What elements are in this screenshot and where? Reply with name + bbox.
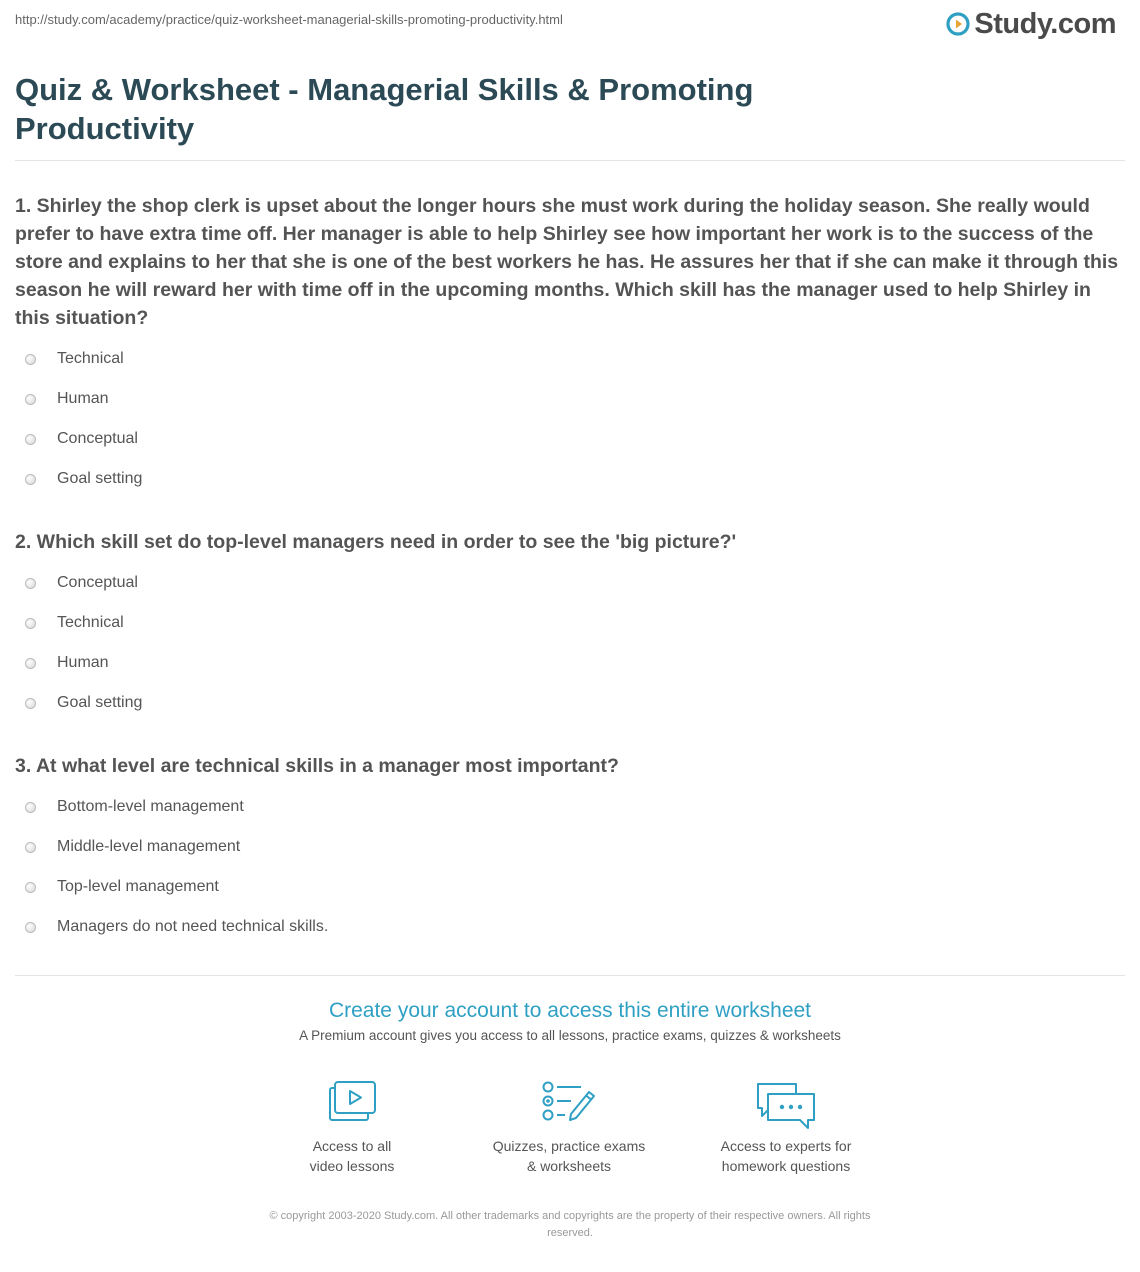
answer-option[interactable] xyxy=(15,459,1125,499)
answer-option[interactable] xyxy=(15,787,1125,827)
answer-option[interactable] xyxy=(15,419,1125,459)
radio-button[interactable] xyxy=(25,802,36,813)
answer-option[interactable] xyxy=(15,867,1125,907)
answer-options xyxy=(15,563,1125,723)
question-2 xyxy=(15,528,1125,723)
answer-label: Technical xyxy=(57,614,124,631)
signup-cta xyxy=(0,996,1140,1046)
copyright-line: reserved. xyxy=(547,1227,593,1239)
answer-label: Goal setting xyxy=(57,694,143,711)
cta-title-link[interactable]: Create your account to access this entire worksheet xyxy=(328,999,812,1022)
radio-button[interactable] xyxy=(25,354,36,365)
radio-button[interactable] xyxy=(25,922,36,933)
copyright-footer xyxy=(200,1208,940,1242)
question-text: 2. Which skill set do top-level managers need in order to see the 'big picture?' xyxy=(15,531,737,553)
radio-button[interactable] xyxy=(25,842,36,853)
answer-label: Conceptual xyxy=(57,574,138,591)
feature-label-line: Access to experts for xyxy=(720,1138,852,1154)
answer-label: Technical xyxy=(57,350,124,367)
answer-label: Human xyxy=(57,390,109,407)
answer-option[interactable] xyxy=(15,683,1125,723)
top-bar xyxy=(0,0,1140,60)
cta-subtitle: A Premium account gives you access to all lessons, practice exams, quizzes & worksheets xyxy=(299,1028,841,1043)
feature-quizzes xyxy=(469,1080,669,1176)
radio-button[interactable] xyxy=(25,658,36,669)
logo-text: Study.com xyxy=(974,7,1116,40)
answer-label: Conceptual xyxy=(57,430,138,447)
copyright-line: © copyright 2003-2020 Study.com. All other trademarks and copyrights are the property of their respective owners. All rights xyxy=(269,1210,871,1222)
radio-button[interactable] xyxy=(25,578,36,589)
answer-label: Human xyxy=(57,654,109,671)
video-lessons-icon xyxy=(326,1080,378,1124)
play-icon xyxy=(946,12,970,36)
question-1 xyxy=(15,192,1125,499)
answer-label: Managers do not need technical skills. xyxy=(57,918,329,935)
question-3 xyxy=(15,752,1125,947)
radio-button[interactable] xyxy=(25,474,36,485)
page-title: Quiz & Worksheet - Managerial Skills & Promoting Productivity xyxy=(15,72,754,146)
answer-option[interactable] xyxy=(15,827,1125,867)
radio-button[interactable] xyxy=(25,618,36,629)
page-url: http://study.com/academy/practice/quiz-worksheet-managerial-skills-promoting-productivity.html xyxy=(15,12,563,27)
divider xyxy=(15,160,1125,161)
answer-label: Goal setting xyxy=(57,470,143,487)
answer-option[interactable] xyxy=(15,603,1125,643)
answer-option[interactable] xyxy=(15,907,1125,947)
question-text: 3. At what level are technical skills in a manager most important? xyxy=(15,755,619,777)
feature-label-line: Quizzes, practice exams xyxy=(492,1138,646,1154)
answer-label: Bottom-level management xyxy=(57,798,244,815)
radio-button[interactable] xyxy=(25,434,36,445)
answer-label: Top-level management xyxy=(57,878,219,895)
answer-option[interactable] xyxy=(15,339,1125,379)
answer-options xyxy=(15,787,1125,947)
feature-label-line: video lessons xyxy=(309,1158,395,1174)
answer-label: Middle-level management xyxy=(57,838,241,855)
chat-bubbles-icon xyxy=(754,1080,818,1130)
divider xyxy=(15,975,1125,976)
answer-options xyxy=(15,339,1125,499)
study-logo[interactable] xyxy=(946,6,1116,42)
answer-option[interactable] xyxy=(15,643,1125,683)
quiz-checklist-icon xyxy=(541,1080,597,1124)
radio-button[interactable] xyxy=(25,882,36,893)
radio-button[interactable] xyxy=(25,394,36,405)
feature-label-line: & worksheets xyxy=(526,1158,612,1174)
radio-button[interactable] xyxy=(25,698,36,709)
feature-label-line: homework questions xyxy=(721,1158,851,1174)
feature-experts xyxy=(686,1080,886,1176)
answer-option[interactable] xyxy=(15,379,1125,419)
feature-video-lessons xyxy=(252,1080,452,1176)
answer-option[interactable] xyxy=(15,563,1125,603)
feature-label-line: Access to all xyxy=(312,1138,392,1154)
question-text: 1. Shirley the shop clerk is upset about the longer hours she must work during the holiday season. She really would prefer to have extra time off. Her manager is able to help Shirley see how important her work is to the success of the store and explains to her that she is one of the best workers he has. He assures her that if she can make it through this season he will reward her with time off in the upcoming months. Which skill has the manager used to help Shirley in this situation? xyxy=(15,195,1119,329)
